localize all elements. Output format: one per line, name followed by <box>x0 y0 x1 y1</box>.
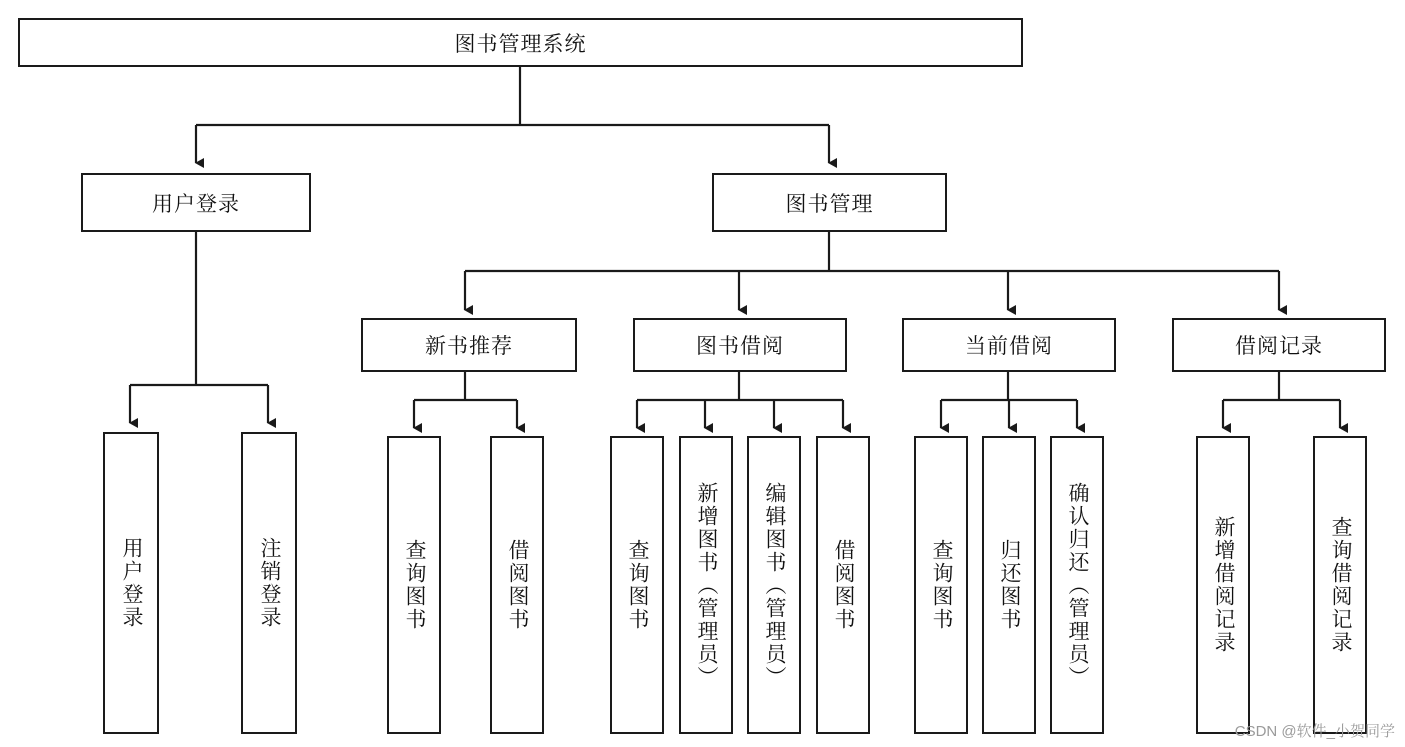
node-leaf-edit-book-label: 编辑图书（管理员） <box>763 481 787 689</box>
node-borrow-records-label: 借阅记录 <box>1235 335 1323 358</box>
node-user-login[interactable] <box>81 173 311 232</box>
node-current-borrow-label: 当前借阅 <box>965 335 1053 358</box>
node-leaf-borrow-book-recommend-label: 借阅图书 <box>506 539 530 631</box>
node-book-management[interactable] <box>712 173 947 232</box>
node-leaf-add-book-label: 新增图书（管理员） <box>695 481 719 689</box>
node-leaf-query-borrow-record-label: 查询借阅记录 <box>1329 516 1353 654</box>
node-leaf-logout[interactable] <box>241 432 297 734</box>
node-leaf-borrow-book-recommend[interactable] <box>490 436 544 734</box>
node-book-borrow[interactable] <box>633 318 847 372</box>
node-leaf-confirm-return[interactable] <box>1050 436 1104 734</box>
node-root[interactable] <box>18 18 1023 67</box>
node-leaf-confirm-return-label: 确认归还（管理员） <box>1066 481 1090 689</box>
node-leaf-user-login[interactable] <box>103 432 159 734</box>
node-book-management-label: 图书管理 <box>785 192 874 216</box>
node-leaf-return-book-label: 归还图书 <box>998 539 1022 631</box>
node-current-borrow[interactable] <box>902 318 1116 372</box>
node-borrow-records[interactable] <box>1172 318 1386 372</box>
node-leaf-edit-book[interactable] <box>747 436 801 734</box>
node-leaf-query-book-current-label: 查询图书 <box>930 539 954 631</box>
node-leaf-borrow-book-label: 借阅图书 <box>832 539 856 631</box>
node-user-login-label: 用户登录 <box>152 192 240 216</box>
node-leaf-query-borrow-record[interactable] <box>1313 436 1367 734</box>
node-leaf-return-book[interactable] <box>982 436 1036 734</box>
node-leaf-add-book[interactable] <box>679 436 733 734</box>
node-new-book-recommend-label: 新书推荐 <box>425 335 513 358</box>
node-leaf-query-book-current[interactable] <box>914 436 968 734</box>
node-leaf-add-borrow-record-label: 新增借阅记录 <box>1212 516 1236 654</box>
node-leaf-query-book-recommend[interactable] <box>387 436 441 734</box>
node-leaf-query-book-borrow[interactable] <box>610 436 664 734</box>
node-leaf-borrow-book[interactable] <box>816 436 870 734</box>
node-leaf-user-login-label: 用户登录 <box>120 537 144 629</box>
node-leaf-add-borrow-record[interactable] <box>1196 436 1250 734</box>
node-book-borrow-label: 图书借阅 <box>696 335 784 358</box>
node-leaf-logout-label: 注销登录 <box>258 537 282 629</box>
watermark: CSDN @软件_小贺同学 <box>1234 723 1395 740</box>
node-leaf-query-book-recommend-label: 查询图书 <box>403 539 427 631</box>
node-new-book-recommend[interactable] <box>361 318 577 372</box>
node-leaf-query-book-borrow-label: 查询图书 <box>626 539 650 631</box>
node-root-label: 图书管理系统 <box>454 32 587 56</box>
